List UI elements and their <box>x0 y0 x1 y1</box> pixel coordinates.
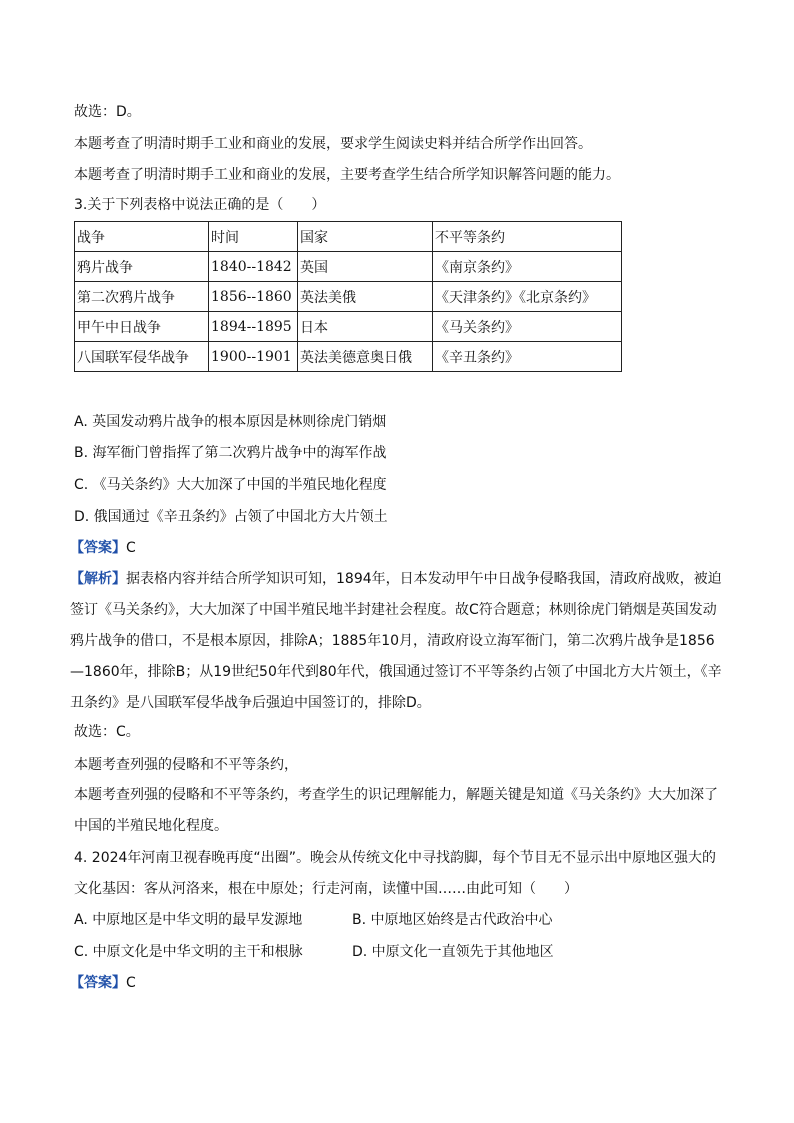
table-row <box>75 252 622 282</box>
choice-line-q2: 故选：D。 <box>74 104 141 120</box>
table-cell: 1840--1842 <box>209 252 298 282</box>
table-cell: 甲午中日战争 <box>75 312 209 342</box>
q3-choice-line: 故选：C。 <box>74 724 140 740</box>
analysis-text: 据表格内容并结合所学知识可知，1894年，日本发动甲午中日战争侵略我国，清政府战败，被迫签订《马关条约》，大大加深了中国半殖民地半封建社会程度。故C符合题意；林则徐虎门销烟是英国发动鸦片战争的借口，不是根本原因，排除A；1885年10月，清政府设立海军衙门，第二次鸦片战争是1856—1860年，排除B；从19世纪50年代到80年代，俄国通过签订不平等条约占领了中国北方大片领土，《辛丑条约》是八国联军侵华战争后强迫中国签订的，排除D。 <box>70 571 722 711</box>
war-treaty-table <box>74 221 622 372</box>
table-cell: 《辛丑条约》 <box>433 342 622 372</box>
q4-option-c: C. 中原文化是中华文明的主干和根脉 <box>74 944 303 960</box>
analysis-bracket: 【解析】 <box>70 571 126 587</box>
table-cell: 《天津条约》《北京条约》 <box>433 282 622 312</box>
question-3-stem: 3.关于下列表格中说法正确的是（ ） <box>74 197 326 213</box>
table-row <box>75 312 622 342</box>
table-header-row <box>75 222 622 252</box>
table-cell: 英国 <box>298 252 433 282</box>
table-cell: 《南京条约》 <box>433 252 622 282</box>
table-cell: 第二次鸦片战争 <box>75 282 209 312</box>
q3-answer-line <box>70 538 136 558</box>
q3-option-b: B. 海军衙门曾指挥了第二次鸦片战争中的海军作战 <box>74 445 387 461</box>
table-cell: 英法美德意奥日俄 <box>298 342 433 372</box>
answer-bracket: 【答案】 <box>70 540 126 556</box>
table-cell: 英法美俄 <box>298 282 433 312</box>
q4-answer-line <box>70 973 136 993</box>
table-cell: 鸦片战争 <box>75 252 209 282</box>
question-4-stem: 4. 2024年河南卫视春晚再度“出圈”。晚会从传统文化中寻找韵脚，每个节目无不显示出中原地区强大的文化基因：客从河洛来，根在中原处；行走河南，读懂中国……由此可知（ ） <box>74 850 716 897</box>
q3-option-a: A. 英国发动鸦片战争的根本原因是林则徐虎门销烟 <box>74 414 387 430</box>
table-header-cell: 国家 <box>298 222 433 252</box>
q4-option-d: D. 中原文化一直领先于其他地区 <box>352 944 554 960</box>
answer-bracket: 【答案】 <box>70 975 126 991</box>
table-cell: 1856--1860 <box>209 282 298 312</box>
table-header-cell: 不平等条约 <box>433 222 622 252</box>
table-cell: 八国联军侵华战争 <box>75 342 209 372</box>
table-cell: 1894--1895 <box>209 312 298 342</box>
table-cell: 1900--1901 <box>209 342 298 372</box>
table-header-cell: 时间 <box>209 222 298 252</box>
q3-analysis-paragraph <box>70 564 722 719</box>
table-row <box>75 342 622 372</box>
q3-option-d: D. 俄国通过《辛丑条约》占领了中国北方大片领土 <box>74 509 388 525</box>
summary-line-1: 本题考查了明清时期手工业和商业的发展，要求学生阅读史料并结合所学作出回答。 <box>74 136 592 152</box>
answer-value: C <box>126 975 136 991</box>
q3-summary-1: 本题考查列强的侵略和不平等条约， <box>74 757 298 773</box>
q3-summary-2: 本题考查列强的侵略和不平等条约，考查学生的识记理解能力，解题关键是知道《马关条约》大大加深了中国的半殖民地化程度。 <box>74 787 718 834</box>
q3-option-c: C. 《马关条约》大大加深了中国的半殖民地化程度 <box>74 477 387 493</box>
q4-option-b: B. 中原地区始终是古代政治中心 <box>352 912 553 928</box>
table-cell: 日本 <box>298 312 433 342</box>
answer-value: C <box>126 540 136 556</box>
table-row <box>75 282 622 312</box>
table-header-cell: 战争 <box>75 222 209 252</box>
summary-line-2: 本题考查了明清时期手工业和商业的发展，主要考查学生结合所学知识解答问题的能力。 <box>74 167 620 183</box>
q4-option-a: A. 中原地区是中华文明的最早发源地 <box>74 912 303 928</box>
table-cell: 《马关条约》 <box>433 312 622 342</box>
